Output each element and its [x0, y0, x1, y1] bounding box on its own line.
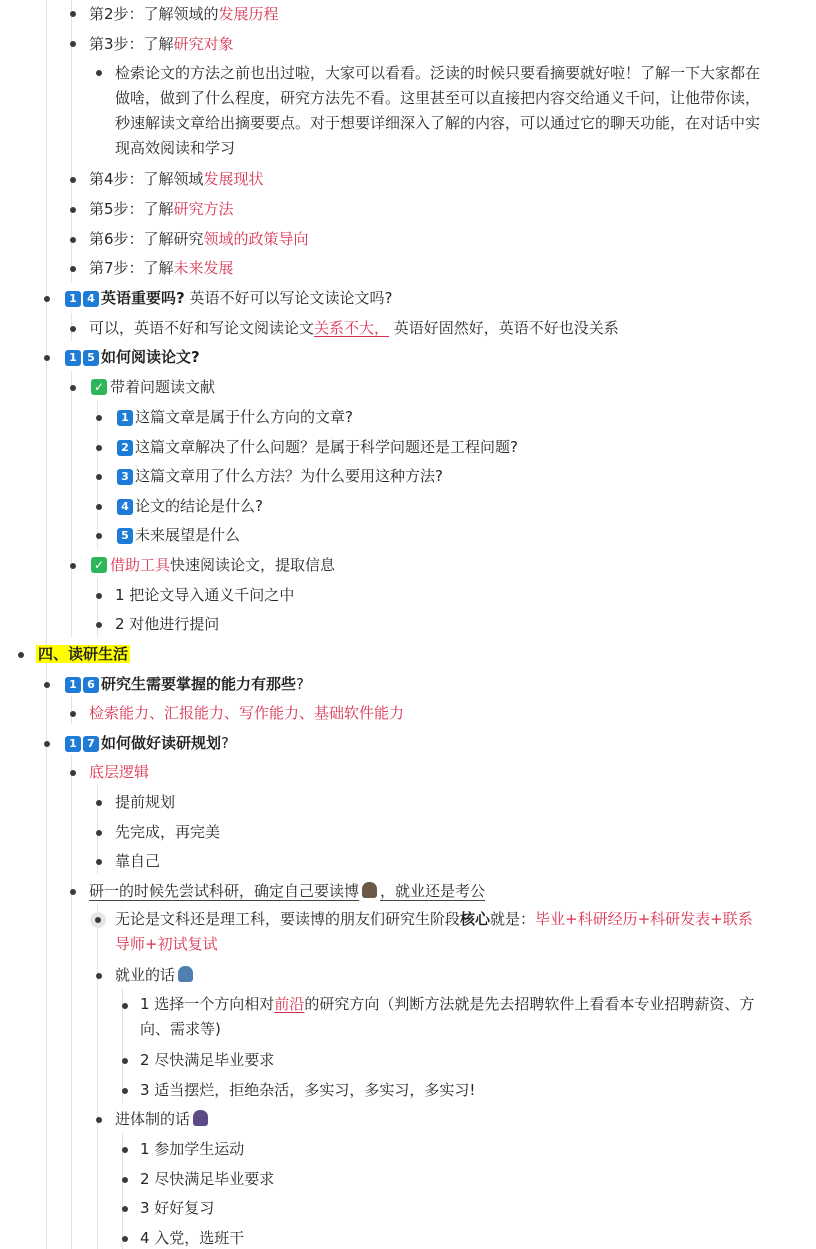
bullet	[70, 177, 76, 183]
first-year-plan	[89, 880, 485, 902]
bullet	[70, 770, 76, 776]
step5-text: 第5步：了解	[89, 200, 174, 218]
reading-question-2	[117, 436, 518, 458]
step6-red: 领域的政策导向	[203, 230, 309, 248]
bullet	[96, 800, 102, 806]
list-item-step5	[89, 198, 234, 220]
bullet	[96, 859, 102, 865]
bullet	[122, 1177, 128, 1183]
step6-text: 第6步：了解研究	[89, 230, 204, 248]
number-badge-icon: 4	[83, 291, 99, 307]
bullet	[70, 326, 76, 332]
bullet	[122, 1088, 128, 1094]
step2-red: 发展历程	[218, 5, 279, 23]
read-with-questions-text: 带着问题读文献	[110, 378, 216, 396]
answer-14	[89, 317, 619, 339]
answer-14-rest: 英语好固然好，英语不好也没关系	[389, 319, 619, 337]
bullet	[18, 652, 24, 658]
question-14	[65, 287, 392, 309]
use-tools-red: 借助工具	[110, 556, 171, 574]
bullet	[122, 1058, 128, 1064]
number-badge-icon: 5	[83, 350, 99, 366]
step7-red: 未来发展	[173, 259, 234, 277]
number-badge-icon: 7	[83, 736, 99, 752]
bullet	[70, 563, 76, 569]
first-year-plan-text	[89, 882, 485, 900]
bullet	[96, 622, 102, 628]
gov-path-text: 进体制的话	[115, 1110, 191, 1128]
bullet-highlighted	[90, 912, 106, 928]
check-mark-icon: ✓	[91, 557, 107, 573]
bullet	[70, 711, 76, 717]
list-item-step7	[89, 257, 234, 279]
job-step-2: 2 尽快满足毕业要求	[140, 1051, 275, 1069]
reading-question-4-text: 论文的结论是什么?	[135, 497, 263, 515]
indent-guide	[97, 904, 98, 1249]
bullet	[122, 1147, 128, 1153]
reading-question-3	[117, 465, 443, 487]
answer-16: 检索能力、汇报能力、写作能力、基础软件能力	[89, 704, 405, 722]
gov-step-3: 3 好好复习	[140, 1199, 215, 1217]
bullet	[122, 1206, 128, 1212]
indent-guide	[71, 371, 72, 637]
step4-red: 发展现状	[203, 170, 264, 188]
bullet	[70, 889, 76, 895]
first-year-plan-prefix: 研一的时候先尝试科研，确定自己要读博	[89, 882, 360, 900]
bullet	[96, 1117, 102, 1123]
tool-step-2: 2 对他进行提问	[115, 615, 220, 633]
reading-question-1-text: 这篇文章是属于什么方向的文章?	[135, 408, 353, 426]
step4-text: 第4步：了解领域	[89, 170, 204, 188]
job-step-3: 3 适当摆烂，拒绝杂活，多实习，多实习，多实习!	[140, 1081, 476, 1099]
question-16-title: 研究生需要掌握的能力有那些	[101, 675, 297, 693]
graduate-emoji-icon	[362, 882, 377, 898]
bullet	[96, 445, 102, 451]
worker-emoji-icon	[178, 966, 193, 982]
step3-note: 检索论文的方法之前也出过啦，大家可以看看。泛读的时候只要看摘要就好啦！了解一下大家都在做啥，做到了什么程度，研究方法先不看。这里甚至可以直接把内容交给通义千问，让他带你读，秒速解读文章给出摘要要点。对于想要详细深入了解的内容，可以通过它的聊天功能，在对话中实现高效阅读和学习	[115, 64, 761, 157]
indent-guide	[97, 578, 98, 637]
underlying-logic: 底层逻辑	[89, 763, 150, 781]
phd-note	[115, 907, 765, 957]
number-badge-icon: 1	[65, 350, 81, 366]
bullet	[96, 973, 102, 979]
phd-note-prefix: 无论是文科还是理工科，要读博的朋友们研究生阶段	[115, 910, 461, 928]
number-badge-icon: 2	[117, 440, 133, 456]
job-path-text: 就业的话	[115, 966, 176, 984]
use-tools-rest: 快速阅读论文，提取信息	[170, 556, 336, 574]
reading-question-1	[117, 406, 353, 428]
bullet	[70, 266, 76, 272]
question-17-rest: ?	[221, 734, 229, 752]
question-17-title: 如何做好读研规划	[101, 734, 222, 752]
bullet	[122, 1003, 128, 1009]
logic-item-1: 提前规划	[115, 793, 176, 811]
list-item-step2	[89, 3, 279, 25]
list-item-step6	[89, 228, 309, 250]
answer-14-red: 关系不大，	[314, 319, 390, 337]
indent-guide	[46, 667, 47, 1249]
check-mark-icon: ✓	[91, 379, 107, 395]
bullet	[44, 355, 50, 361]
step2-text: 第2步：了解领域的	[89, 5, 219, 23]
bullet	[96, 474, 102, 480]
number-badge-icon: 4	[117, 499, 133, 515]
question-17	[65, 732, 229, 754]
number-badge-icon: 1	[65, 677, 81, 693]
bullet	[70, 11, 76, 17]
job-step-1-prefix: 1 选择一个方向相对	[140, 995, 275, 1013]
logic-item-2: 先完成，再完美	[115, 823, 221, 841]
bullet	[44, 682, 50, 688]
phd-note-red: 毕业+科研经历+科研发表+联系导师+初试复试	[115, 910, 753, 953]
step5-red: 研究方法	[173, 200, 234, 218]
section-heading	[36, 643, 130, 665]
number-badge-icon: 3	[117, 469, 133, 485]
question-14-rest: 英语不好可以写论文读论文吗?	[184, 289, 393, 307]
bullet	[96, 593, 102, 599]
phd-note-mid: 就是：	[490, 910, 536, 928]
answer-14-prefix: 可以，英语不好和写论文阅读论文	[89, 319, 315, 337]
list-item-step4	[89, 168, 264, 190]
bullet	[96, 70, 102, 76]
reading-question-4	[117, 495, 263, 517]
indent-guide	[71, 58, 72, 162]
bullet	[44, 296, 50, 302]
first-year-plan-rest: ，就业还是考公	[380, 882, 486, 900]
bullet	[122, 1236, 128, 1242]
job-step-1	[140, 992, 760, 1042]
indent-guide	[71, 755, 72, 1249]
reading-question-5-text: 未来展望是什么	[135, 526, 241, 544]
gov-step-4: 4 入党，选班干	[140, 1229, 245, 1247]
question-16-rest: ?	[296, 675, 304, 693]
bullet	[70, 237, 76, 243]
use-tools	[91, 554, 335, 576]
read-with-questions	[91, 376, 215, 398]
bullet	[96, 830, 102, 836]
gov-step-1: 1 参加学生运动	[140, 1140, 245, 1158]
list-item-step3	[89, 33, 234, 55]
job-step-1-rest: 的研究方向（判断方法就是先去招聘软件上看看本专业招聘薪资、方向、需求等)	[140, 995, 755, 1038]
question-15	[65, 346, 200, 368]
bullet	[70, 207, 76, 213]
bullet	[96, 415, 102, 421]
job-step-1-red: 前沿	[274, 995, 305, 1013]
bullet	[70, 41, 76, 47]
gov-step-2: 2 尽快满足毕业要求	[140, 1170, 275, 1188]
step3-text: 第3步：了解	[89, 35, 174, 53]
gov-path	[115, 1108, 211, 1130]
judge-emoji-icon	[193, 1110, 208, 1126]
reading-question-5	[117, 524, 240, 546]
phd-note-bold: 核心	[460, 910, 491, 928]
tool-step-1: 1 把论文导入通义千问之中	[115, 586, 295, 604]
reading-question-2-text: 这篇文章解决了什么问题？是属于科学问题还是工程问题?	[135, 438, 518, 456]
bullet	[44, 741, 50, 747]
step7-text: 第7步：了解	[89, 259, 174, 277]
logic-item-3: 靠自己	[115, 852, 161, 870]
job-path	[115, 964, 196, 986]
number-badge-icon: 1	[65, 291, 81, 307]
number-badge-icon: 5	[117, 528, 133, 544]
question-15-title: 如何阅读论文?	[101, 348, 200, 366]
step3-red: 研究对象	[173, 35, 234, 53]
reading-question-3-text: 这篇文章用了什么方法？为什么要用这种方法?	[135, 467, 443, 485]
number-badge-icon: 1	[117, 410, 133, 426]
bullet	[96, 533, 102, 539]
indent-guide	[71, 696, 72, 724]
question-16	[65, 673, 304, 695]
question-14-title: 英语重要吗?	[101, 289, 185, 307]
section-4-title: 四、读研生活	[38, 645, 129, 663]
number-badge-icon: 1	[65, 736, 81, 752]
number-badge-icon: 6	[83, 677, 99, 693]
bullet	[70, 385, 76, 391]
bullet	[96, 504, 102, 510]
